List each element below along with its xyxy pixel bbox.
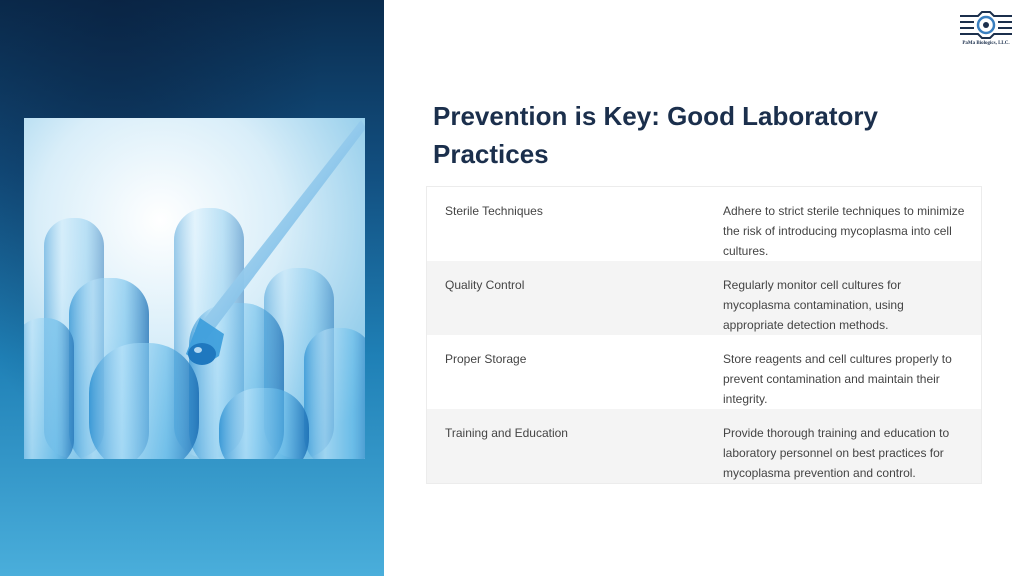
- logo-icon: [956, 8, 1016, 40]
- practice-description: Regularly monitor cell cultures for mycoplasma contamination, using appropriate detection methods.: [723, 278, 904, 332]
- left-image-panel: [0, 0, 384, 576]
- test-tubes-photo: [24, 118, 365, 459]
- test-tubes-illustration: [24, 118, 365, 459]
- table-row: [427, 187, 981, 261]
- practice-name: Quality Control: [445, 278, 525, 292]
- practices-table: [426, 186, 982, 484]
- company-logo: [956, 8, 1016, 50]
- logo-company-name: PaMa Biologics, LLC.: [962, 41, 1010, 46]
- practice-description: Provide thorough training and education to laboratory personnel on best practices for mycoplasma prevention and control.: [723, 426, 950, 480]
- table-row: [427, 409, 981, 483]
- practice-description: Store reagents and cell cultures properly to prevent contamination and maintain their integrity.: [723, 352, 952, 406]
- practice-name: Sterile Techniques: [445, 204, 543, 218]
- table-row: [427, 261, 981, 335]
- practice-description: Adhere to strict sterile techniques to minimize the risk of introducing mycoplasma into cell cultures.: [723, 204, 965, 258]
- table-row: [427, 335, 981, 409]
- practice-name: Proper Storage: [445, 352, 527, 366]
- slide-title: Prevention is Key: Good Laboratory Practices: [433, 101, 878, 169]
- practice-name: Training and Education: [445, 426, 568, 440]
